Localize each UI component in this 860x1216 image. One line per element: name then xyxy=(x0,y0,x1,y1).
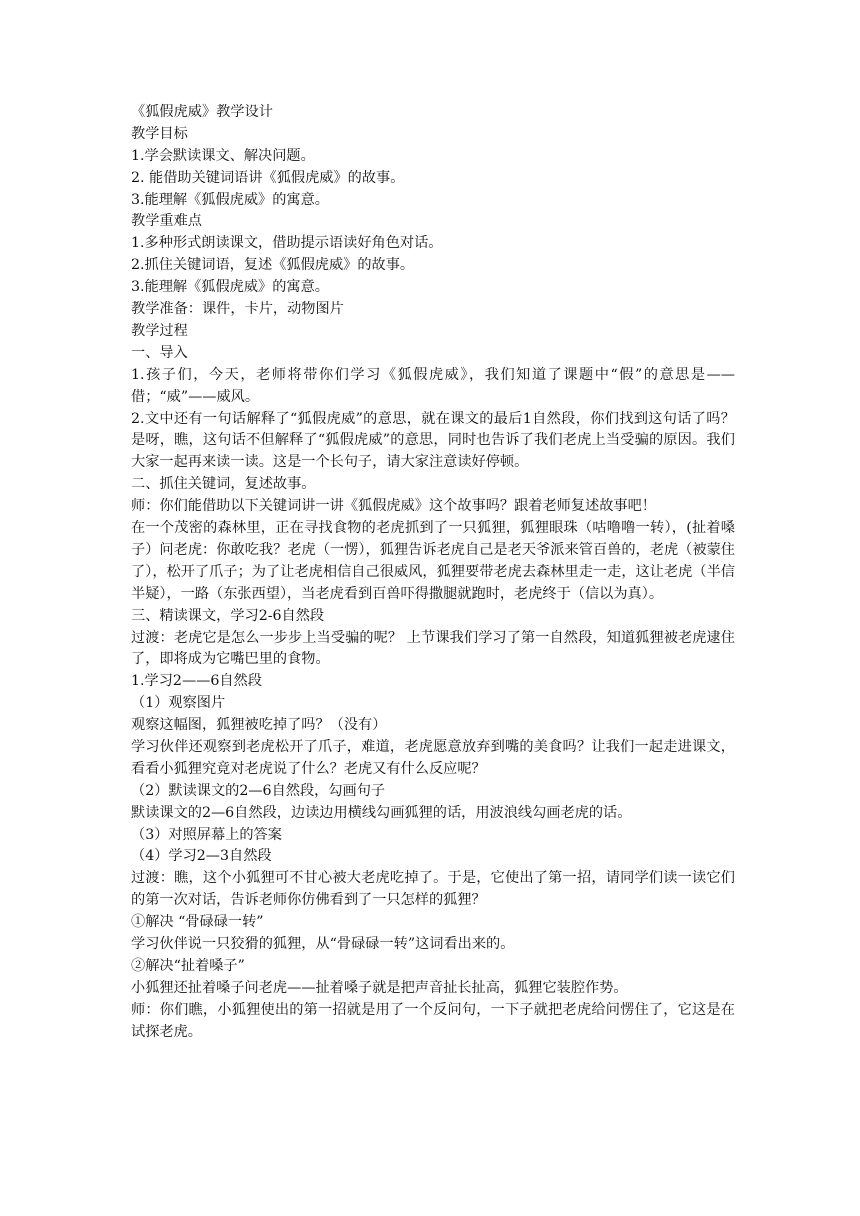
text-line: 3.能理解《狐假虎威》的寓意。 xyxy=(131,279,329,296)
text-line: （1）观察图片 xyxy=(131,695,226,712)
paragraph: 过渡：老虎它是怎么一步步上当受骗的呢？ 上节课我们学习了第一自然段，知道狐狸被老虎逮住了，即将成为它嘴巴里的食物。 xyxy=(131,629,735,668)
text-line: （2）默读课文的2—6自然段，勾画句子 xyxy=(131,782,386,799)
text-line: 3.能理解《狐假虎威》的寓意。 xyxy=(131,191,329,208)
text-line: 默读课文的2—6自然段，边读边用横线勾画狐狸的话，用波浪线勾画老虎的话。 xyxy=(131,804,632,821)
document-body xyxy=(131,124,735,1044)
paragraph: 2.文中还有一句话解释了“狐假虎威”的意思，就在课文的最后1自然段，你们找到这句话了吗？是呀，瞧，这句话不但解释了“狐假虎威”的意思，同时也告诉了我们老虎上当受骗的原因。我们大家一起再来读一读。这是一个长句子，请大家注意读好停顿。 xyxy=(131,410,735,471)
text-line: 学习伙伴说一只狡猾的狐狸，从“骨碌碌一转”这词看出来的。 xyxy=(131,936,515,953)
text-line: 1.学会默读课文、解决问题。 xyxy=(131,147,315,164)
paragraph: 学习伙伴还观察到老虎松开了爪子，难道，老虎愿意放弃到嘴的美食吗？让我们一起走进课文，看看小狐狸究竟对老虎说了什么？老虎又有什么反应呢？ xyxy=(131,739,735,777)
text-line: 二、抓住关键词，复述故事。 xyxy=(131,476,316,493)
text-line: 1.多种形式朗读课文，借助提示语读好角色对话。 xyxy=(131,235,443,252)
text-line: 教学准备：课件，卡片，动物图片 xyxy=(131,301,344,318)
text-line: 观察这幅图，狐狸被吃掉了吗？（没有） xyxy=(131,717,387,734)
text-line: （4）学习2—3自然段 xyxy=(131,848,272,865)
text-line: 教学过程 xyxy=(131,322,188,339)
paragraph: 过渡：瞧，这个小狐狸可不甘心被大老虎吃掉了。于是，它使出了第一招，请同学们读一读它们的第一次对话，告诉老师你仿佛看到了一只怎样的狐狸？ xyxy=(131,870,735,909)
text-line: 教学重难点 xyxy=(131,213,202,230)
text-line: 2. 能借助关键词语讲《狐假虎威》的故事。 xyxy=(131,169,405,186)
document-page xyxy=(131,102,735,1044)
text-line: 1.学习2——6自然段 xyxy=(131,673,262,690)
text-line: 三、精读课文，学习2-6自然段 xyxy=(131,607,325,624)
document-title: 《狐假虎威》教学设计 xyxy=(131,104,273,120)
text-line: （3）对照屏幕上的答案 xyxy=(131,826,282,843)
paragraph: 1.孩子们，今天，老师将带你们学习《狐假虎威》，我们知道了课题中“假”的意思是——借；“威”——威风。 xyxy=(131,366,735,405)
text-line: ②解决“扯着嗓子” xyxy=(131,957,245,974)
text-line: 教学目标 xyxy=(131,125,188,142)
paragraph: 在一个茂密的森林里，正在寻找食物的老虎抓到了一只狐狸，狐狸眼珠（咕噜噜一转），(扯着嗓子）问老虎：你敢吃我？老虎（一愣），狐狸告诉老虎自己是老天爷派来管百兽的，老虎（被蒙住了），松开了爪子；为了让老虎相信自己很威风，狐狸要带老虎去森林里走一走，这让老虎（半信半疑），一路（东张西望），当老虎看到百兽吓得撒腿就跑时，老虎终于（信以为真）。 xyxy=(131,520,735,602)
text-line: ①解决 “骨碌碌一转” xyxy=(131,914,264,931)
text-line: 小狐狸还扯着嗓子问老虎——扯着嗓子就是把声音扯长扯高，狐狸它装腔作势。 xyxy=(131,979,628,996)
text-line: 2.抓住关键词语，复述《狐假虎威》的故事。 xyxy=(131,257,415,274)
paragraph: 师：你们瞧，小狐狸使出的第一招就是用了一个反问句，一下子就把老虎给问愣住了，它这是在试探老虎。 xyxy=(131,1001,735,1040)
text-line: 师：你们能借助以下关键词讲一讲《狐假虎威》这个故事吗？跟着老师复述故事吧！ xyxy=(131,498,656,515)
text-line: 一、导入 xyxy=(131,344,188,361)
